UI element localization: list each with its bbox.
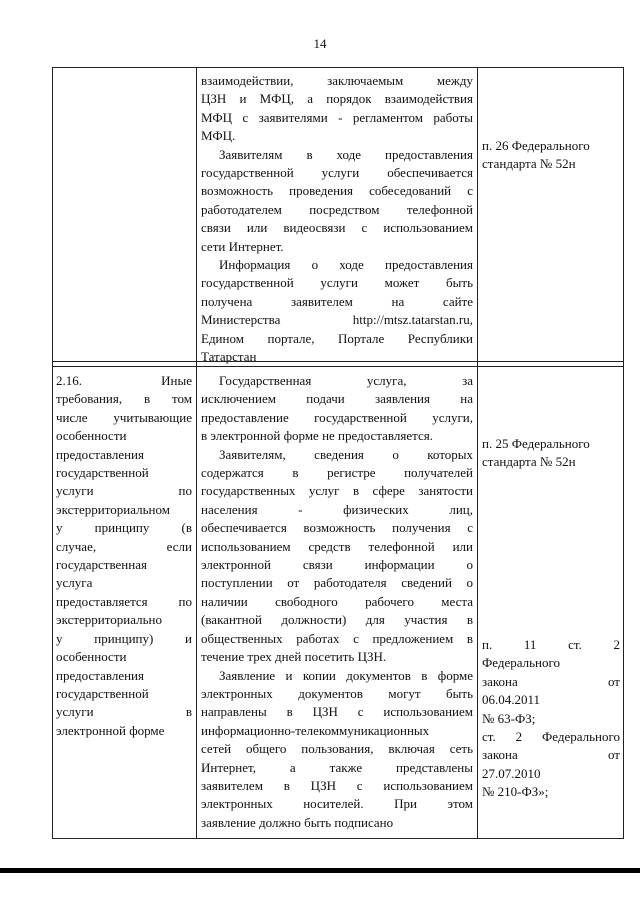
text-line: заявителем в ЦЗН с использованием bbox=[201, 777, 473, 793]
text-line: наличии свободного рабочего места bbox=[201, 593, 473, 609]
text-line: сетей общего пользования, включая сеть bbox=[201, 741, 473, 757]
text-line: 27.07.2010 bbox=[482, 765, 541, 781]
text-line: государственной bbox=[56, 465, 149, 481]
text-line: связи или видеосвязи с использованием bbox=[201, 220, 473, 236]
text-line: числе учитывающие bbox=[56, 409, 192, 425]
text-line: 2.16. Иные bbox=[56, 373, 192, 388]
text-line: взаимодействии, заключаемым между bbox=[201, 73, 473, 88]
text-line: электронной связи информации о bbox=[201, 557, 473, 573]
text-line: Заявителям, сведения о которых bbox=[219, 446, 473, 462]
text-line: особенности bbox=[56, 649, 127, 665]
text-line: содержатся в регистре получателей bbox=[201, 465, 473, 481]
row2-description bbox=[201, 372, 473, 832]
text-line: населения - физических лиц, bbox=[201, 501, 473, 517]
text-line: п. 25 Федерального bbox=[482, 436, 590, 451]
text-line: государственной услуги обеспечивается bbox=[201, 165, 473, 181]
text-line: МФЦ. bbox=[201, 128, 236, 144]
text-line: исключением подачи заявления на bbox=[201, 391, 473, 407]
scan-edge-bar bbox=[0, 868, 640, 873]
text-line: Министерства http://mtsz.tatarstan.ru, bbox=[201, 312, 473, 328]
text-line: услуги в bbox=[56, 704, 192, 720]
text-line: предоставляется по bbox=[56, 593, 192, 609]
text-line: ст. 2 Федерального bbox=[482, 729, 620, 745]
text-line: направлены в ЦЗН с использованием bbox=[201, 704, 473, 720]
text-line: Татарстан bbox=[201, 349, 257, 365]
text-line: государственной bbox=[56, 685, 149, 701]
table-right-border bbox=[623, 67, 624, 839]
text-line: электронных документов могут быть bbox=[201, 685, 473, 701]
row2-requirement-title bbox=[56, 372, 192, 740]
column-divider bbox=[477, 67, 478, 839]
text-line: особенности bbox=[56, 428, 127, 444]
text-line: (вакантной должности) для участия в bbox=[201, 612, 473, 628]
text-line: Интернет, а также представлены bbox=[201, 759, 473, 775]
text-line: экстерриториально bbox=[56, 612, 162, 628]
row2-legal-basis-2 bbox=[482, 636, 620, 802]
table-left-border bbox=[52, 67, 53, 839]
text-line: государственной услуги может быть bbox=[201, 275, 473, 291]
text-line: услуги по bbox=[56, 483, 192, 499]
text-line: государственных услуг в сфере занятости bbox=[201, 483, 473, 499]
text-line: государственная bbox=[56, 557, 147, 573]
text-line: Федерального bbox=[482, 655, 561, 671]
text-line: № 63-ФЗ; bbox=[482, 710, 536, 726]
text-line: закона от bbox=[482, 747, 620, 763]
text-line: работодателем посредством телефонной bbox=[201, 201, 473, 217]
text-line: п. 26 Федерального bbox=[482, 138, 590, 153]
text-line: предоставления bbox=[56, 446, 144, 462]
text-line: Заявителям в ходе предоставления bbox=[219, 146, 473, 162]
text-line: Государственная услуга, за bbox=[219, 373, 473, 388]
text-line: у принципу) и bbox=[56, 630, 192, 646]
text-line: стандарта № 52н bbox=[482, 156, 576, 172]
row2-legal-basis-1 bbox=[482, 435, 620, 472]
text-line: Заявление и копии документов в форме bbox=[219, 667, 473, 683]
table-bottom-border bbox=[52, 838, 624, 839]
text-line: обеспечивается возможность получения с bbox=[201, 520, 473, 536]
text-line: Едином портале, Портале Республики bbox=[201, 330, 473, 346]
text-line: экстерриториальном bbox=[56, 501, 170, 517]
text-line: поступлении от работодателя сведений о bbox=[201, 575, 473, 591]
row1-legal-basis bbox=[482, 137, 620, 174]
text-line: получена заявителем на сайте bbox=[201, 293, 473, 309]
text-line: Информация о ходе предоставления bbox=[219, 257, 473, 273]
text-line: предоставление государственной услуги, bbox=[201, 409, 473, 425]
text-line: требования, в том bbox=[56, 391, 192, 407]
text-line: информационно-телекоммуникационных bbox=[201, 722, 430, 738]
text-line: у принципу (в bbox=[56, 520, 192, 536]
text-line: стандарта № 52н bbox=[482, 454, 576, 470]
page-number: 14 bbox=[313, 36, 327, 51]
column-divider bbox=[196, 67, 197, 839]
text-line: случае, если bbox=[56, 538, 192, 554]
text-line: МФЦ с заявителями - регламентом работы bbox=[201, 109, 473, 125]
text-line: течение трех дней посетить ЦЗН. bbox=[201, 649, 387, 665]
row1-description bbox=[201, 72, 473, 367]
text-line: п. 11 ст. 2 bbox=[482, 637, 620, 652]
text-line: электронной форме bbox=[56, 722, 165, 738]
text-line: 06.04.2011 bbox=[482, 692, 541, 708]
table-top-border bbox=[52, 67, 624, 68]
text-line: общественных работах с предложением в bbox=[201, 630, 473, 646]
text-line: предоставления bbox=[56, 667, 144, 683]
text-line: возможность проведения собеседований с bbox=[201, 183, 473, 199]
text-line: закона от bbox=[482, 673, 620, 689]
text-line: использованием средств телефонной или bbox=[201, 538, 473, 554]
text-line: № 210-ФЗ»; bbox=[482, 784, 549, 800]
text-line: ЦЗН и МФЦ, а порядок взаимодействия bbox=[201, 91, 473, 107]
text-line: электронных носителей. При этом bbox=[201, 796, 473, 812]
text-line: сети Интернет. bbox=[201, 238, 284, 254]
text-line: заявление должно быть подписано bbox=[201, 814, 394, 830]
text-line: в электронной форме не предоставляется. bbox=[201, 428, 433, 444]
text-line: услуга bbox=[56, 575, 93, 591]
